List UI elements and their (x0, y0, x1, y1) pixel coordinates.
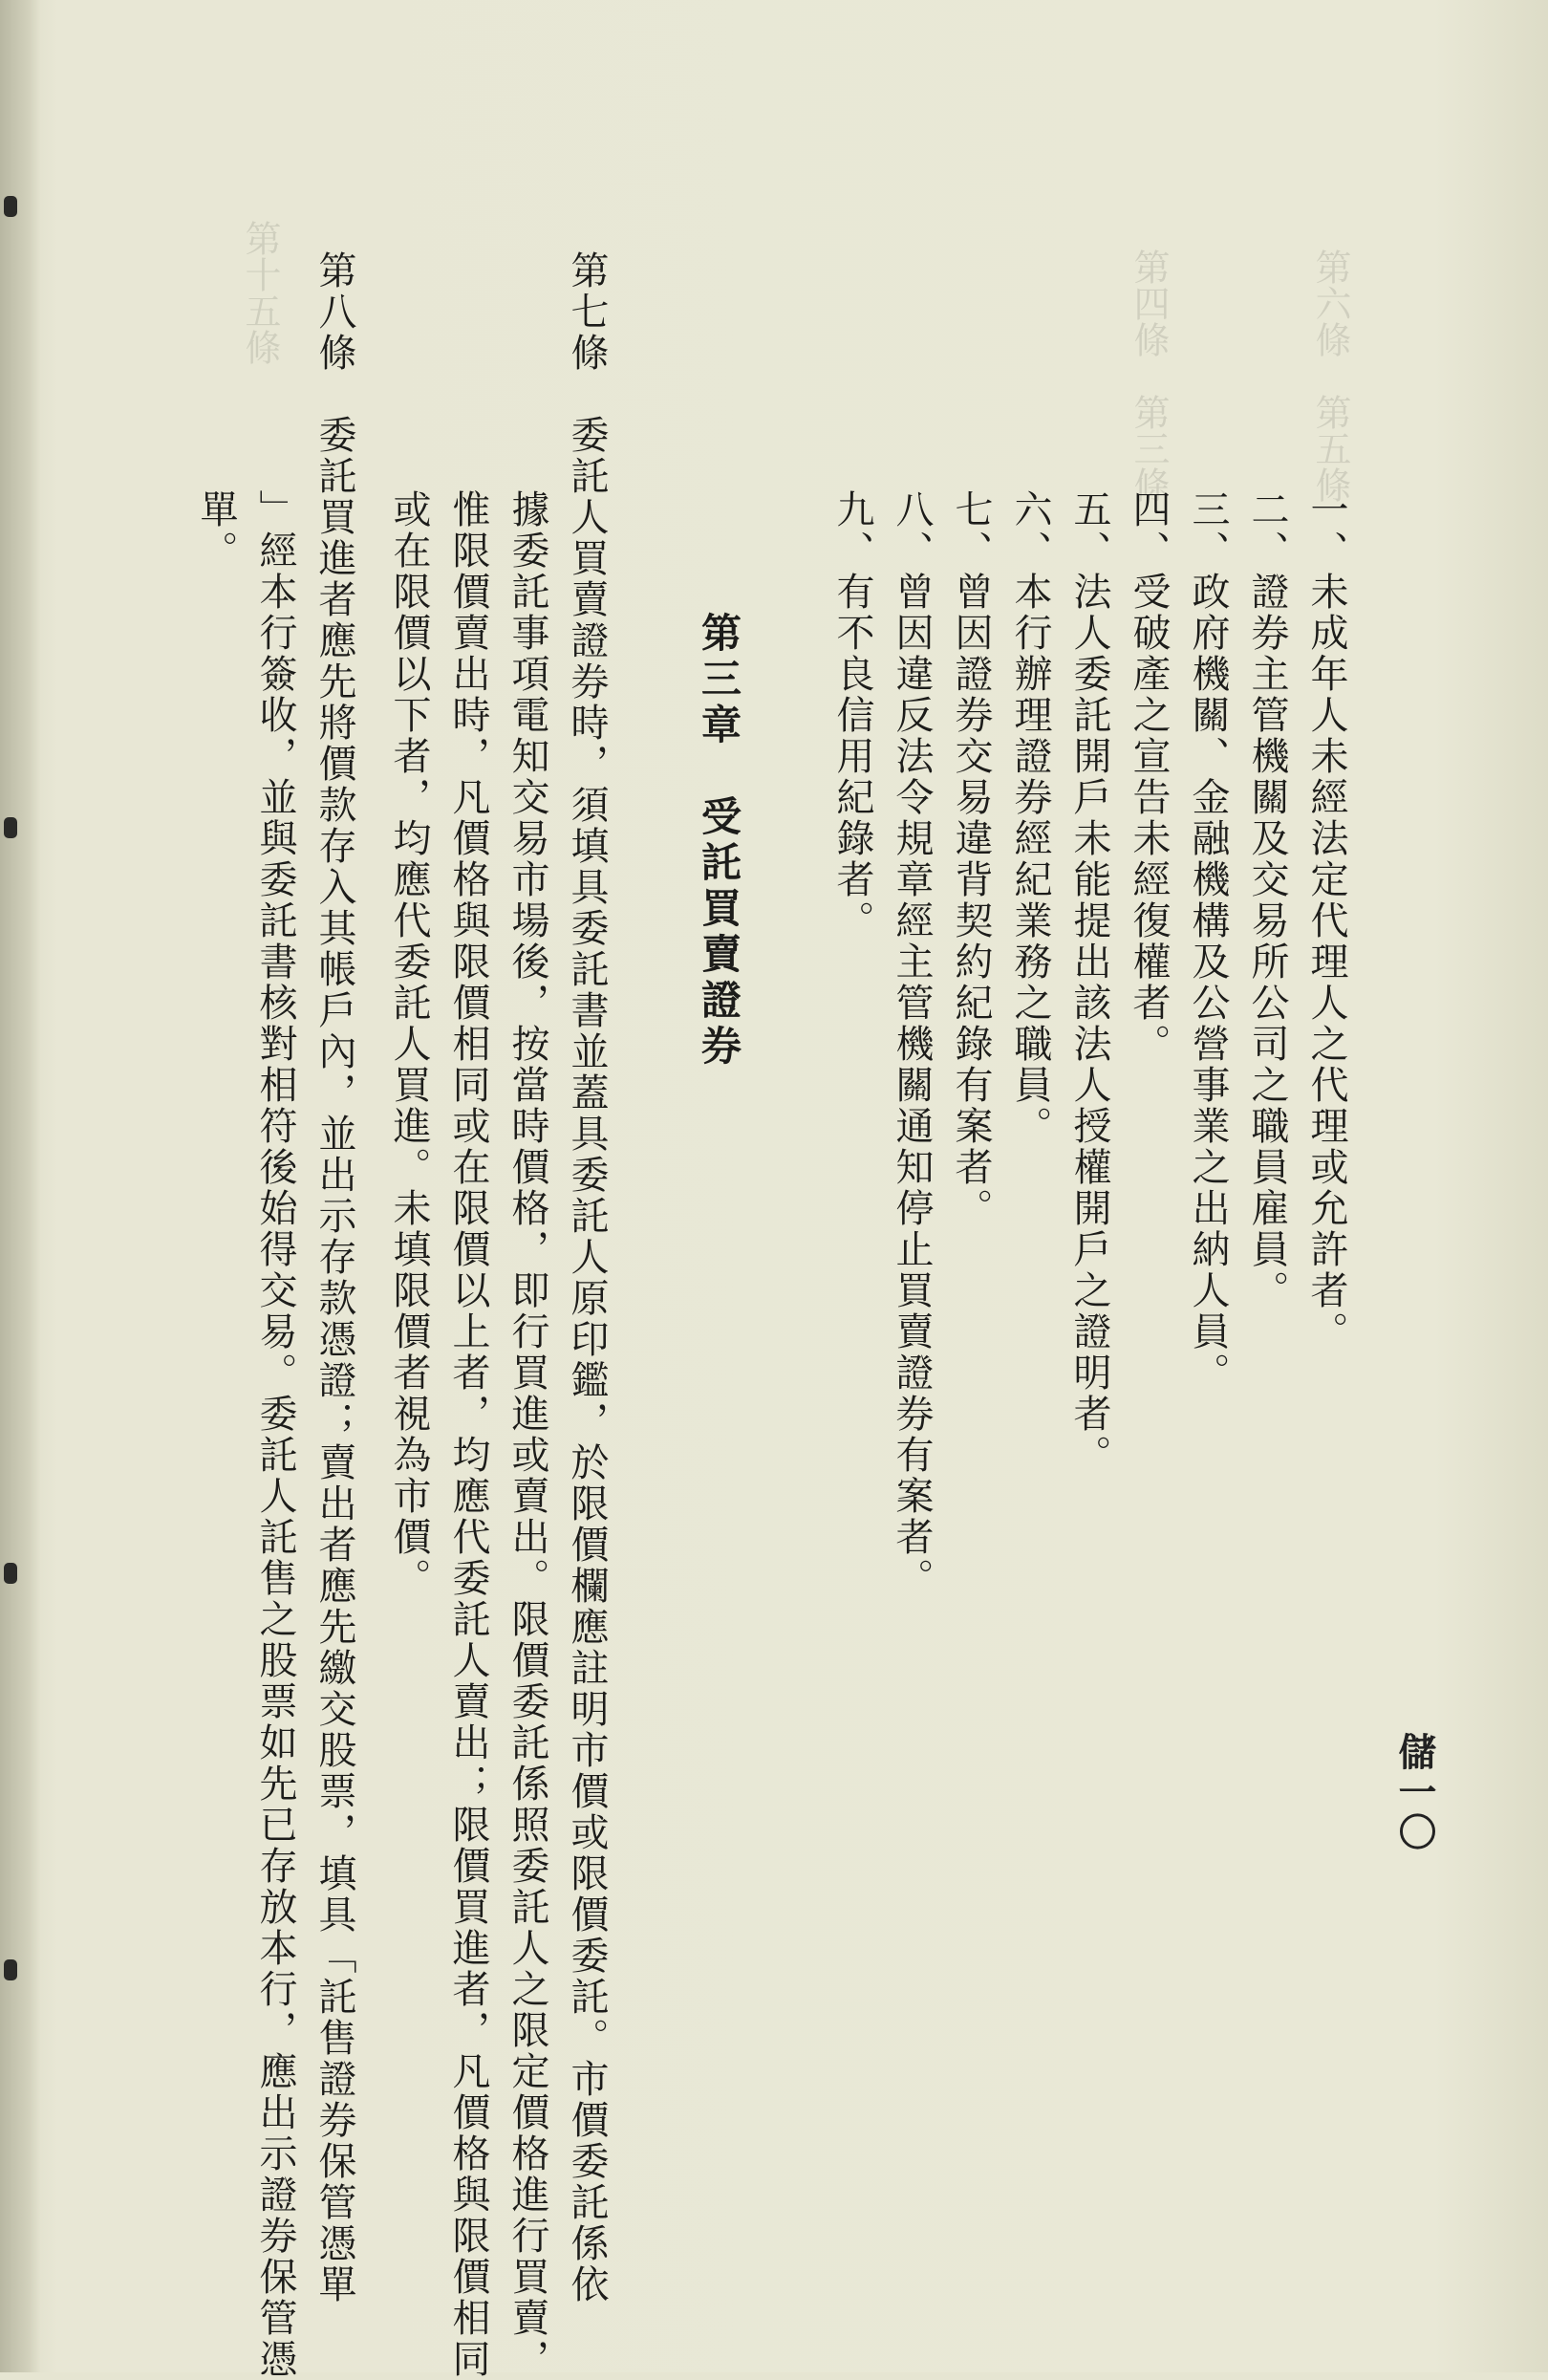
text-column: 惟限價賣出時，凡價格與限價相同或在限價以上者，均應代委託人賣出；限價買進者，凡價格與限價相同 (446, 489, 490, 2380)
text-column: 八、曾因違反法令規章經主管機關通知停止買賣證券有案者。 (890, 489, 934, 1599)
page-number: 儲一〇 (1392, 1732, 1437, 1852)
binding-edge (0, 0, 40, 2372)
binding-hole (4, 1959, 17, 1980)
bleed-through: 第六條 第五條 (1309, 249, 1351, 503)
text-column: 據委託事項電知交易市場後，按當時價格，即行買進或賣出。限價委託係照委託人之限定價格進行買賣， (505, 489, 549, 2380)
text-column: 四、受破產之宣告未經復權者。 (1127, 489, 1171, 1065)
article-7-text: 第七條 委託人買賣證券時，須填具委託書並蓋具委託人原印鑑，於限價欄應註明市價或限價委託。市價委託係依 (565, 250, 609, 2305)
bleed-through: 第四條 第三條 (1128, 249, 1170, 503)
text-column: 九、有不良信用紀錄者。 (830, 489, 874, 941)
text-column: 單。 (194, 489, 238, 572)
binding-hole (4, 196, 17, 217)
text-column: 六、本行辦理證券經紀業務之職員。 (1008, 489, 1052, 1147)
binding-hole (4, 817, 17, 838)
binding-hole (4, 1563, 17, 1584)
text-column: 五、法人委託開戶未能提出該法人授權開戶之證明者。 (1067, 489, 1111, 1476)
chapter-heading: 第三章 受託買賣證券 (696, 612, 742, 1071)
text-column: 七、曾因證券交易違背契約紀錄有案者。 (949, 489, 993, 1229)
bleed-through: 第十五條 (239, 220, 281, 365)
article-8-text: 第八條 委託買進者應先將價款存入其帳戶內，並出示存款憑證；賣出者應先繳交股票，填具「託售證券保管憑單 (312, 250, 356, 2305)
text-column: 二、證券主管機關及交易所公司之職員雇員。 (1245, 489, 1289, 1311)
text-column: 」經本行簽收，並與委託書核對相符後始得交易。委託人託售之股票如先已存放本行，應出示證券保管憑 (253, 489, 297, 2380)
text-column: 三、政府機關、金融機構及公營事業之出納人員。 (1186, 489, 1230, 1394)
text-column: 或在限價以下者，均應代委託人買進。未填限價者視為市價。 (387, 489, 431, 1599)
text-column: 一、未成年人未經法定代理人之代理或允許者。 (1304, 489, 1348, 1352)
